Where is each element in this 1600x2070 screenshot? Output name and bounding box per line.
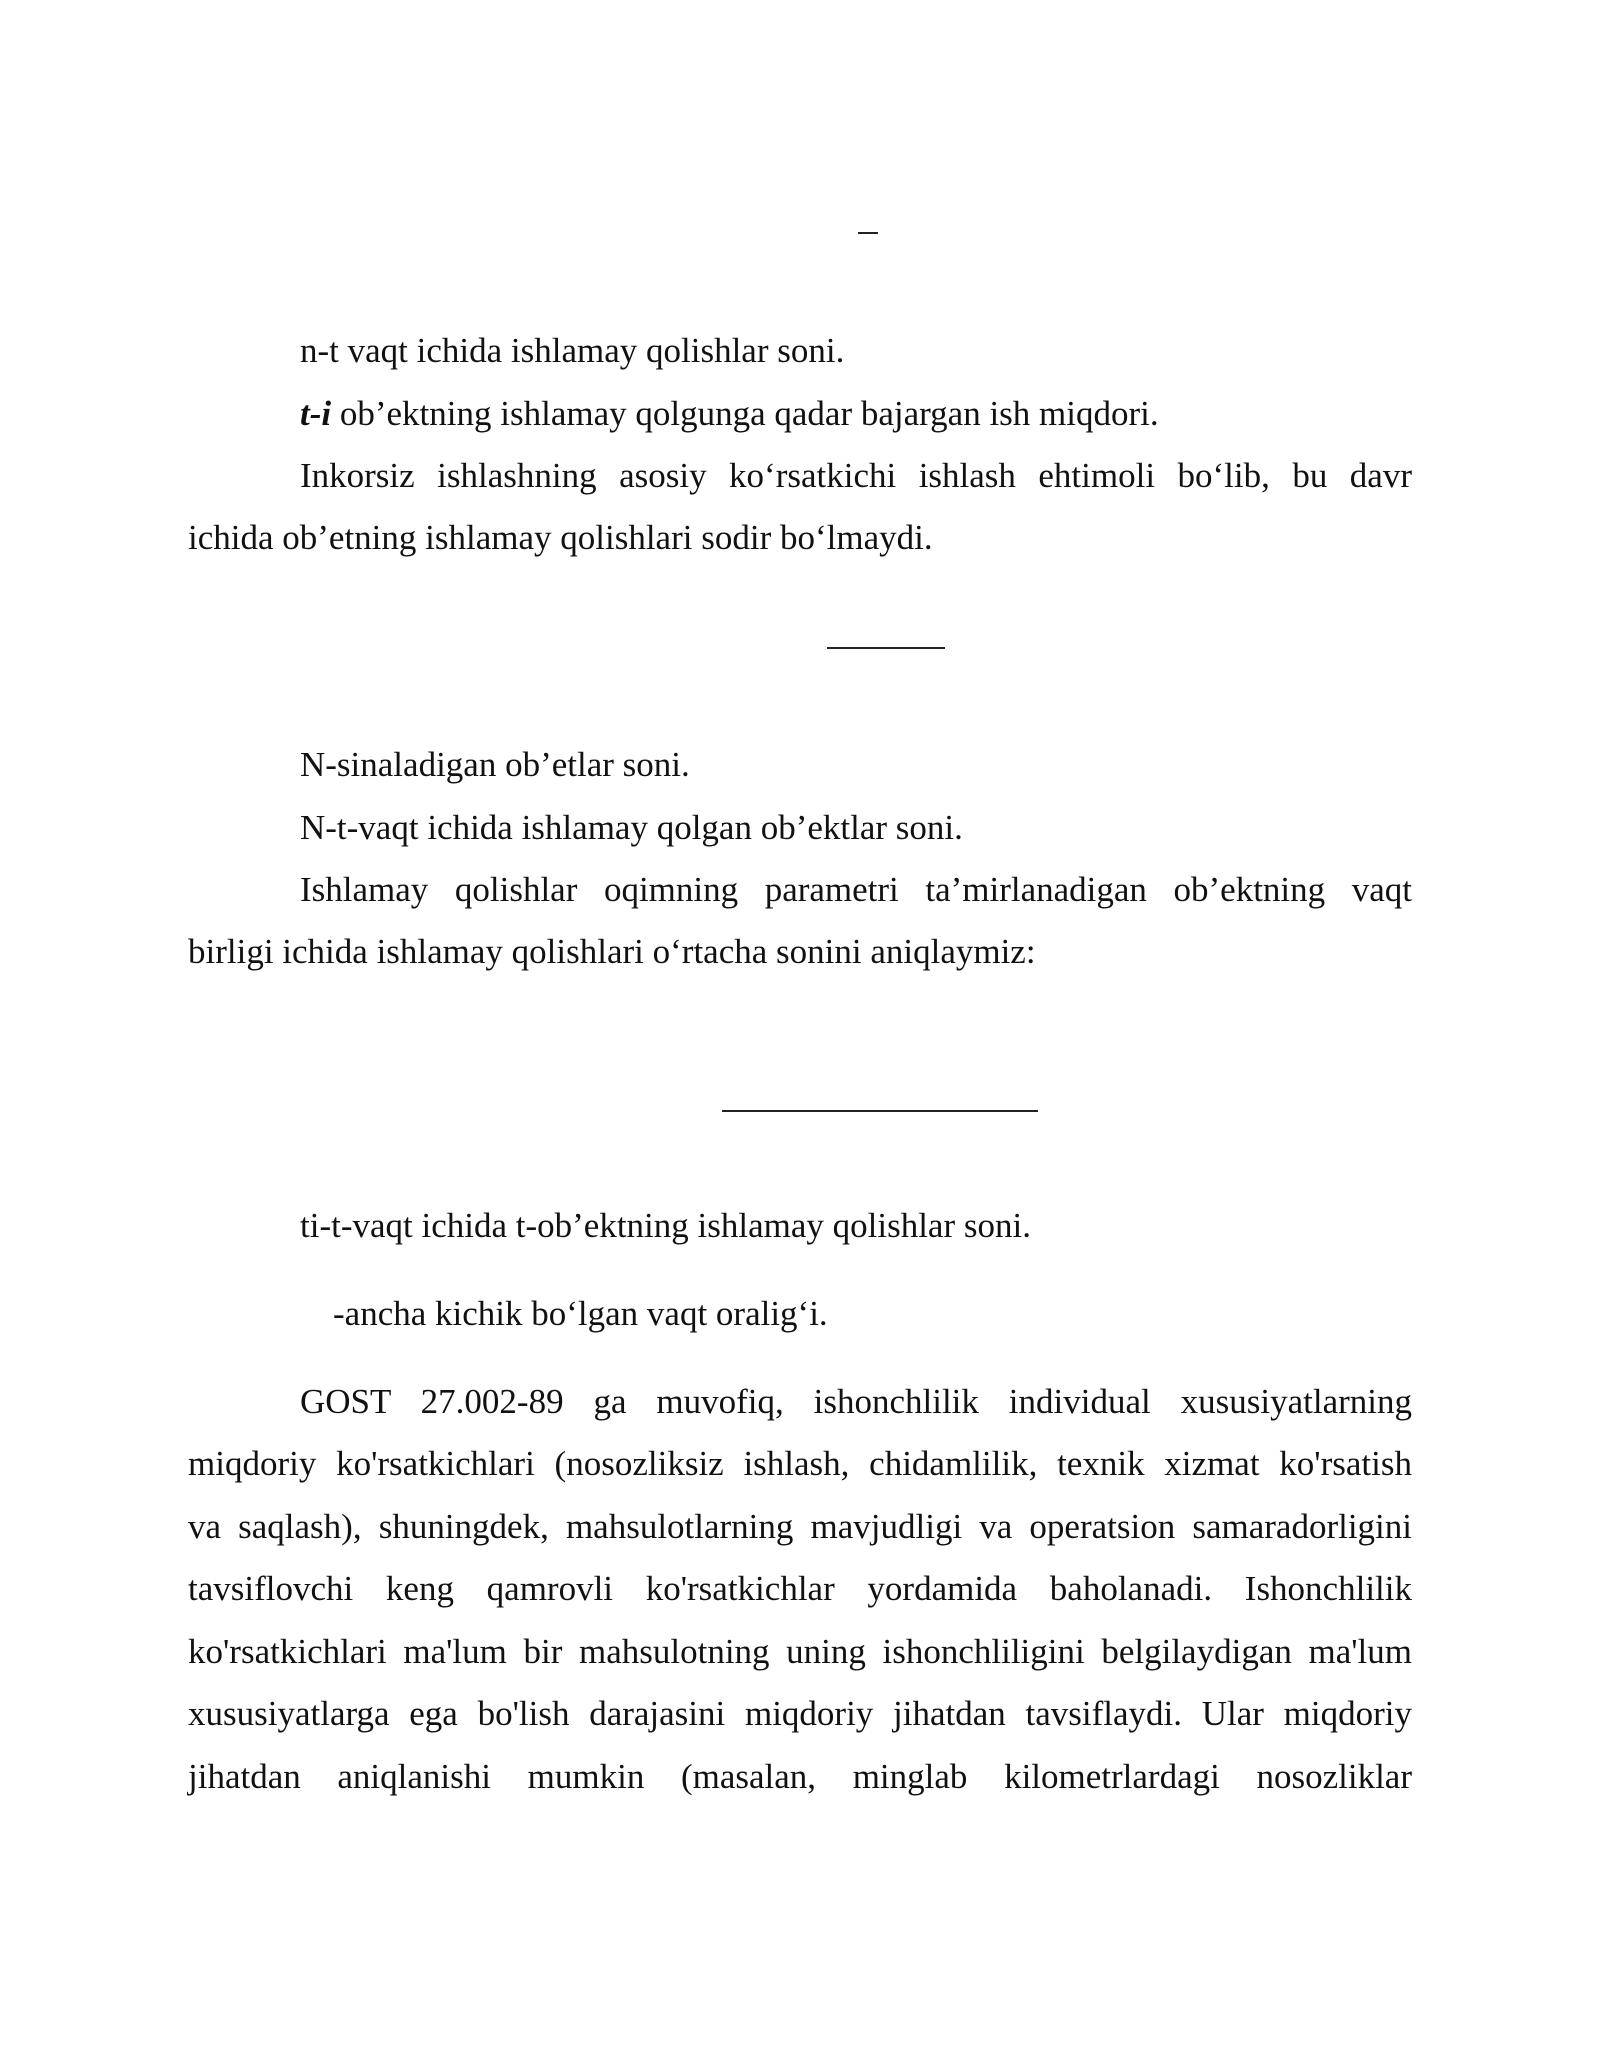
definition-t-i-text: ob’ektning ishlamay qolgunga qadar bajargan ish miqdori. [331, 394, 1159, 433]
paragraph-inkorsiz-line-1: Inkorsiz ishlashning asosiy ko‘rsatkichi ishlash ehtimoli bo‘lib, bu davr [300, 456, 1412, 495]
definition-n-t: n-t vaqt ichida ishlamay qolishlar soni. [300, 331, 845, 370]
definition-n-sinaladigan: N-sinaladigan ob’etlar soni. [300, 745, 690, 784]
term-t-i: t-i [300, 394, 332, 433]
definition-t-i [300, 394, 1412, 434]
paragraph-ishlamay-line-1: Ishlamay qolishlar oqimning parametri ta’mirlanadigan ob’ektning vaqt [300, 870, 1412, 909]
paragraph-gost-line-2: miqdoriy ko'rsatkichlari (nosozliksiz ishlash, chidamlilik, texnik xizmat ko'rsatish [188, 1444, 1412, 1483]
definition-ti-t-vaqt: ti-t-vaqt ichida t-ob’ektning ishlamay qolishlar soni. [300, 1206, 1031, 1245]
formula-fraction-bar-long [722, 1110, 1038, 1112]
paragraph-gost-line-4: tavsiflovchi keng qamrovli ko'rsatkichlar yordamida baholanadi. Ishonchlilik [188, 1569, 1412, 1608]
definition-ancha-kichik: -ancha kichik bo‘lgan vaqt oralig‘i. [333, 1294, 828, 1333]
definition-n-t-vaqt: N-t-vaqt ichida ishlamay qolgan ob’ektlar soni. [300, 808, 963, 847]
paragraph-gost-line-5: ko'rsatkichlari ma'lum bir mahsulotning uning ishonchliligini belgilaydigan ma'lum [188, 1632, 1412, 1671]
paragraph-inkorsiz-line-2: ichida ob’etning ishlamay qolishlari sodir bo‘lmaydi. [188, 518, 933, 557]
formula-fraction-bar-top [858, 232, 878, 234]
paragraph-gost-line-3: va saqlash), shuningdek, mahsulotlarning mavjudligi va operatsion samaradorligini [188, 1507, 1412, 1546]
paragraph-gost-line-6: xususiyatlarga ega bo'lish darajasini miqdoriy jihatdan tavsiflaydi. Ular miqdoriy [188, 1694, 1412, 1733]
paragraph-gost-line-1: GOST 27.002-89 ga muvofiq, ishonchlilik individual xususiyatlarning [300, 1382, 1412, 1421]
paragraph-ishlamay-line-2: birligi ichida ishlamay qolishlari o‘rtacha sonini aniqlaymiz: [188, 932, 1036, 971]
paragraph-gost-line-7: jihatdan aniqlanishi mumkin (masalan, minglab kilometrlardagi nosozliklar [188, 1757, 1412, 1796]
formula-fraction-bar [827, 647, 945, 649]
